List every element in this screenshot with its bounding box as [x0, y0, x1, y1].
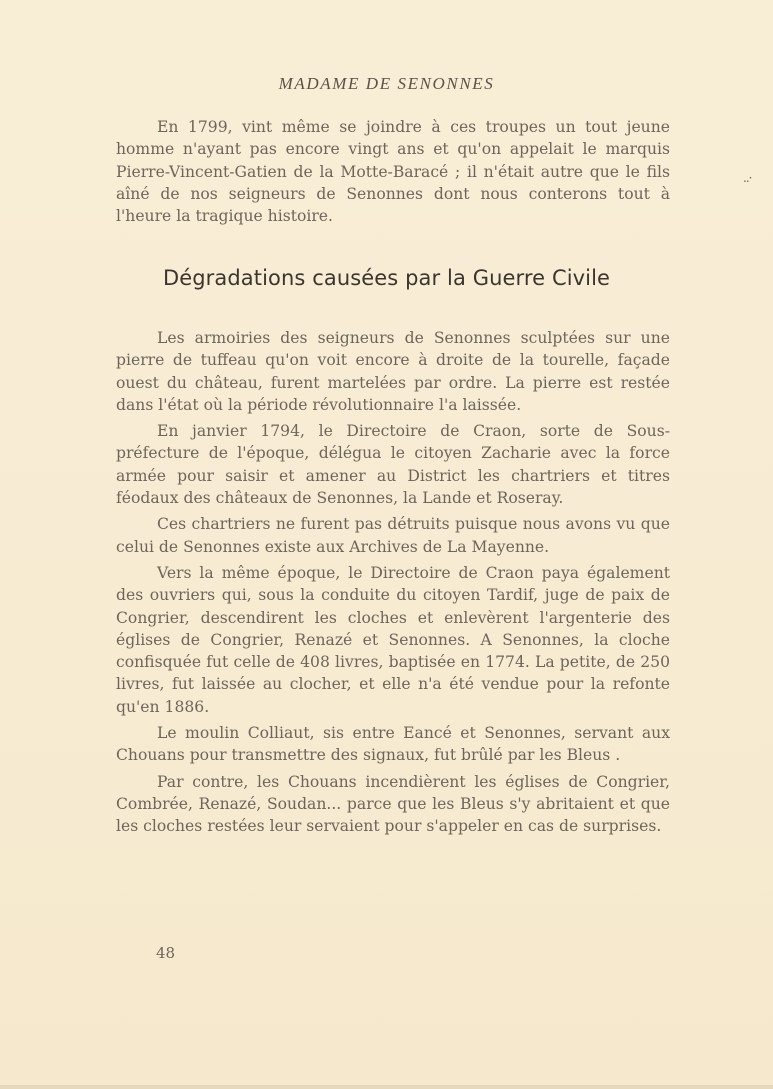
paragraph: Les armoiries des seigneurs de Senonnes sculptées sur une pierre de tuffeau qu'on voit encore à droite de la tourelle, façade ouest du château, furent martelées par ordre. La pierre est restée dans l'état où la période révolutionnaire l'a laissée.: [116, 329, 670, 414]
paragraph: En janvier 1794, le Directoire de Craon, sorte de Sous-préfecture de l'époque, délégua le citoyen Zacharie avec la force armée pour saisir et amener au District les chartriers et titres féodaux des châteaux de Senonnes, la Lande et Roseray.: [116, 422, 670, 508]
running-head: MADAME DE SENONNES: [278, 74, 495, 93]
section-title: Dégradations causées par la Guerre Civile: [162, 266, 611, 290]
page-edge: [0, 1085, 773, 1089]
paragraph: En 1799, vint même se joindre à ces troupes un tout jeune homme n'ayant pas encore vingt ans et qu'on appelait le marquis Pierre-Vincent-Gatien de la Motte-Baracé ; il n'était autre que le fils aîné de nos seigneurs de Senonnes dont nous conterons tout à l'heure la tragique histoire.: [116, 118, 670, 226]
intro-text: [116, 116, 670, 227]
paragraph: Le moulin Colliaut, sis entre Eancé et Senonnes, servant aux Chouans pour transmettre des signaux, fut brûlé par les Bleus .: [116, 724, 670, 765]
paragraph: Vers la même époque, le Directoire de Craon paya également des ouvriers qui, sous la conduite du citoyen Tardif, juge de paix de Congrier, descendirent les cloches et enlevèrent l'argenterie des églises de Congrier, Renazé et Senonnes. A Senonnes, la cloche confisquée fut celle de 408 livres, baptisée en 1774. La petite, de 250 livres, fut laissée au clocher, et elle n'a été vendue pour la refonte qu'en 1886.: [116, 563, 670, 716]
section-body: [116, 327, 670, 838]
paragraph: Ces chartriers ne furent pas détruits puisque nous avons vu que celui de Senonnes existe aux Archives de La Mayenne.: [116, 515, 670, 556]
page-number: 48: [156, 944, 176, 962]
margin-mark: ..·: [743, 171, 752, 185]
paragraph: Par contre, les Chouans incendièrent les églises de Congrier, Combrée, Renazé, Soudan... parce que les Bleus s'y abritaient et que les cloches restées leur servaient pour s'appeler en cas de surprises.: [116, 772, 670, 836]
